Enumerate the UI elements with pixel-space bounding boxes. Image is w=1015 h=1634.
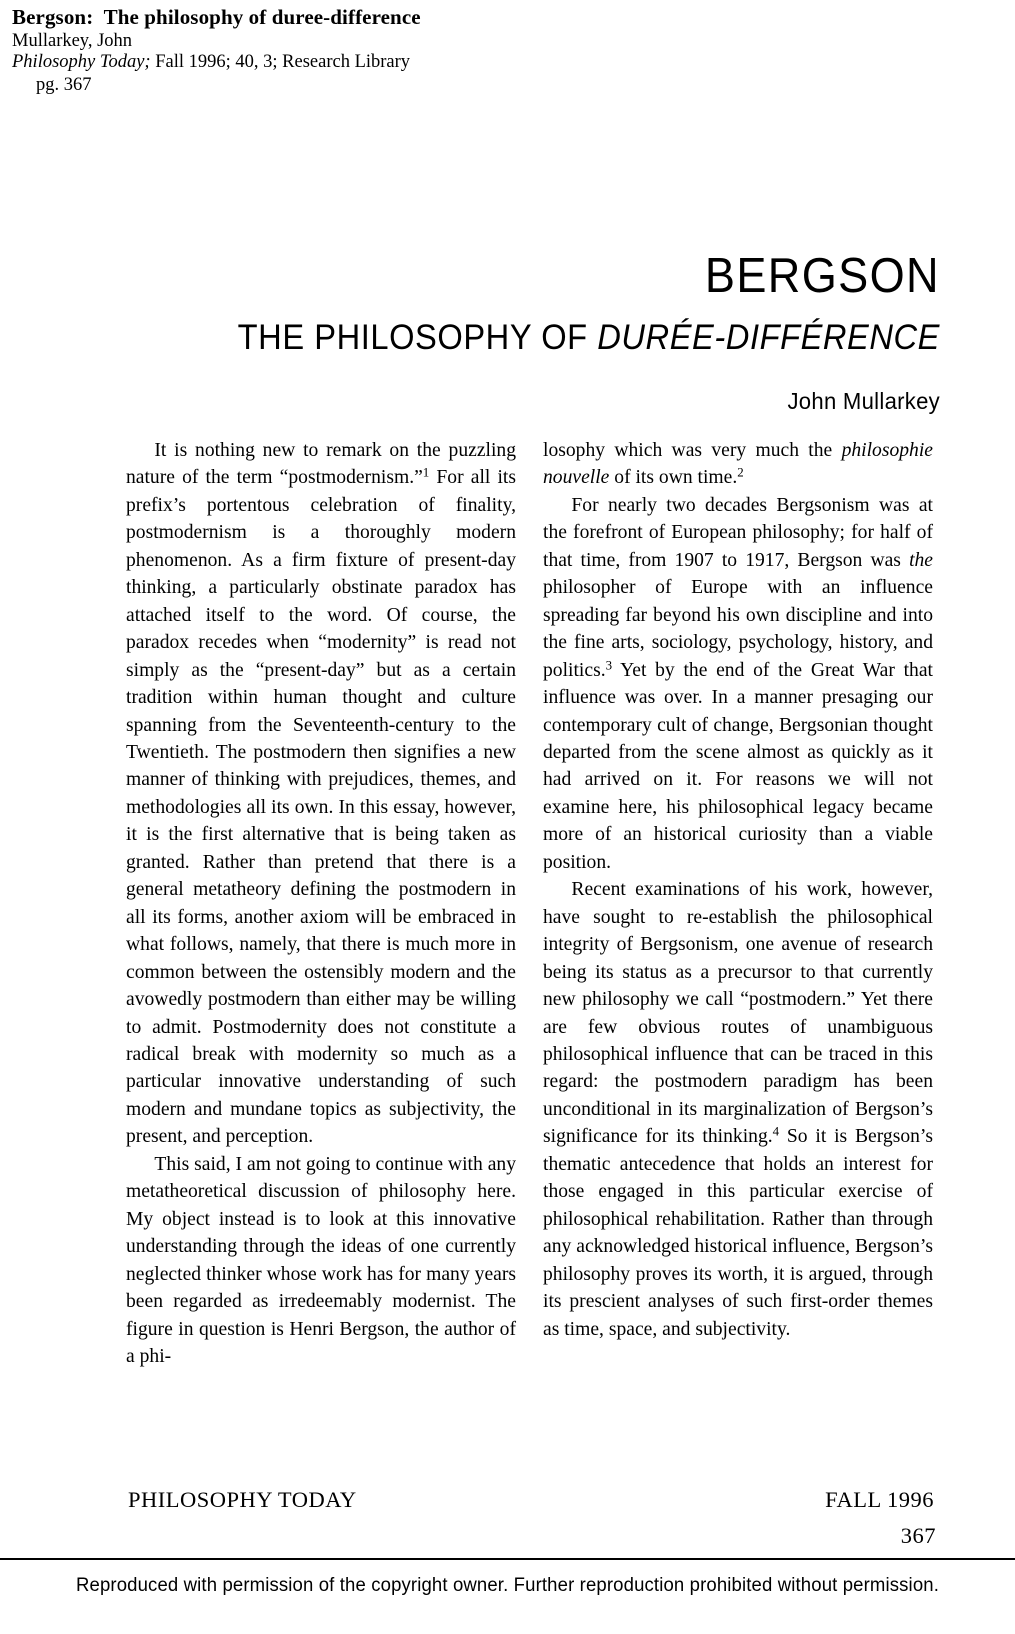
paragraph-text: For nearly two decades Bergsonism was at the forefront of European philosophy; for half of that time, from 1907 to 1917, Bergson was	[543, 494, 933, 571]
running-footer	[128, 1487, 934, 1513]
proquest-journal-name: Philosophy Today;	[12, 52, 151, 73]
copyright-notice: Reproduced with permission of the copyright owner. Further reproduction prohibited without permission.	[75, 1574, 940, 1596]
footer-journal-name: PHILOSOPHY TODAY	[128, 1487, 357, 1512]
paragraph-text: losophy which was very much the	[543, 440, 842, 461]
paragraph-text: So it is Bergson’s thematic antecedence that holds an interest for those engaged in this particular exercise of philosophical rehabilitation. Rather than through any acknowledged historical influence, Bergson’s philosophy proves its worth, it is argued, through its prescient analyses of such first-order themes as time, space, and subjectivity.	[543, 1126, 933, 1340]
article-byline: John Mullarkey	[787, 387, 940, 414]
article-body	[126, 437, 934, 1370]
proquest-record-author: Mullarkey, John	[12, 30, 133, 51]
paragraph-text: Yet by the end of the Great War that influence was over. In a manner presaging our contemporary cult of change, Bergsonian thought departed from the scene almost as quickly as it had arrived on it. For reasons we will not examine here, his philosophical legacy became more of an historical curiosity than a viable position.	[543, 659, 933, 873]
proquest-source-details: Fall 1996; 40, 3; Research Library	[150, 52, 411, 73]
copyright-band	[0, 1558, 1015, 1597]
footnote-marker: 3	[605, 656, 613, 672]
proquest-record-source	[12, 52, 712, 73]
paragraph-text: For all its prefix’s portentous celebration of finality, postmodernism is a thoroughly modern phenomenon. As a firm fixture of present-day thinking, a particularly obstinate paradox has attached itself to the word. Of course, the paradox recedes when “modernity” is read not simply as the “present-day” but as a certain tradition within human thought and culture spanning from the Seventeenth-century to the Twentieth. The postmodern then signifies a new manner of thinking with prejudices, themes, and methodologies all its own. In this essay, however, it is the first alternative that is being taken as granted. Rather than pretend that there is a general metatheory defining the postmodern in all its forms, another axiom will be embraced in what follows, namely, that there is much more in common between the ostensibly modern and the avowedly postmodern than either may be willing to admit. Postmodernity does not constitute a radical break with modernity so much as a particular innovative understanding of such modern and mundane topics as subjectivity, the present, and perception.	[126, 467, 516, 1148]
paragraph-text: This said, I am not going to continue with any metatheoretical discussion of philosophy here. My object instead is to look at this innovative understanding through the ideas of one currently neglected thinker whose work has for many years been regarded as irredeemably modernist. The figure in question is Henri Bergson, the author of a phi-	[126, 1153, 516, 1367]
paragraph-text: of its own time.	[609, 467, 738, 489]
paragraph	[543, 876, 933, 1343]
proquest-header	[12, 6, 712, 96]
footer-issue: FALL 1996	[825, 1487, 934, 1512]
footnote-marker: 4	[772, 1123, 780, 1139]
footnote-marker: 1	[422, 464, 430, 480]
page-title: BERGSON	[704, 249, 940, 303]
paragraph	[543, 492, 933, 876]
paragraph	[126, 437, 516, 1151]
proquest-record-title: Bergson: The philosophy of duree-difference	[12, 5, 421, 29]
emphasis-text: the	[909, 549, 933, 571]
paragraph	[543, 437, 933, 492]
paragraph-text: Recent examinations of his work, however, have sought to re-establish the philosophical integrity of Bergsonism, one avenue of research being its status as a precursor to that currently new philosophy we call “postmodern.” Yet there are few obvious routes of unambiguous philosophical influence that can be traced in this regard: the postmodern paradigm has been unconditional in its marginalization of Bergson’s significance for its thinking.	[543, 879, 933, 1148]
paragraph-text: philosopher of Europe with an influence spreading far beyond his own discipline and into the fine arts, sociology, psychology, history, and politics.	[543, 577, 933, 681]
footnote-marker: 2	[737, 464, 744, 480]
paragraph-text: It is nothing new to remark on the puzzling nature of the term “postmodernism.”	[126, 440, 516, 489]
subtitle-plain: THE PHILOSOPHY OF	[237, 317, 598, 357]
article-title-block	[60, 249, 940, 415]
column-right	[543, 437, 933, 1370]
column-left	[126, 437, 516, 1370]
emphasis-text: philosophie nouvelle	[543, 440, 933, 489]
page-subtitle	[130, 317, 940, 357]
subtitle-italic: DURÉE-DIFFÉRENCE	[597, 317, 940, 357]
proquest-page-label: pg. 367	[36, 74, 92, 95]
horizontal-rule	[0, 1558, 1015, 1560]
paragraph	[126, 1151, 516, 1371]
page-number: 367	[900, 1523, 936, 1548]
